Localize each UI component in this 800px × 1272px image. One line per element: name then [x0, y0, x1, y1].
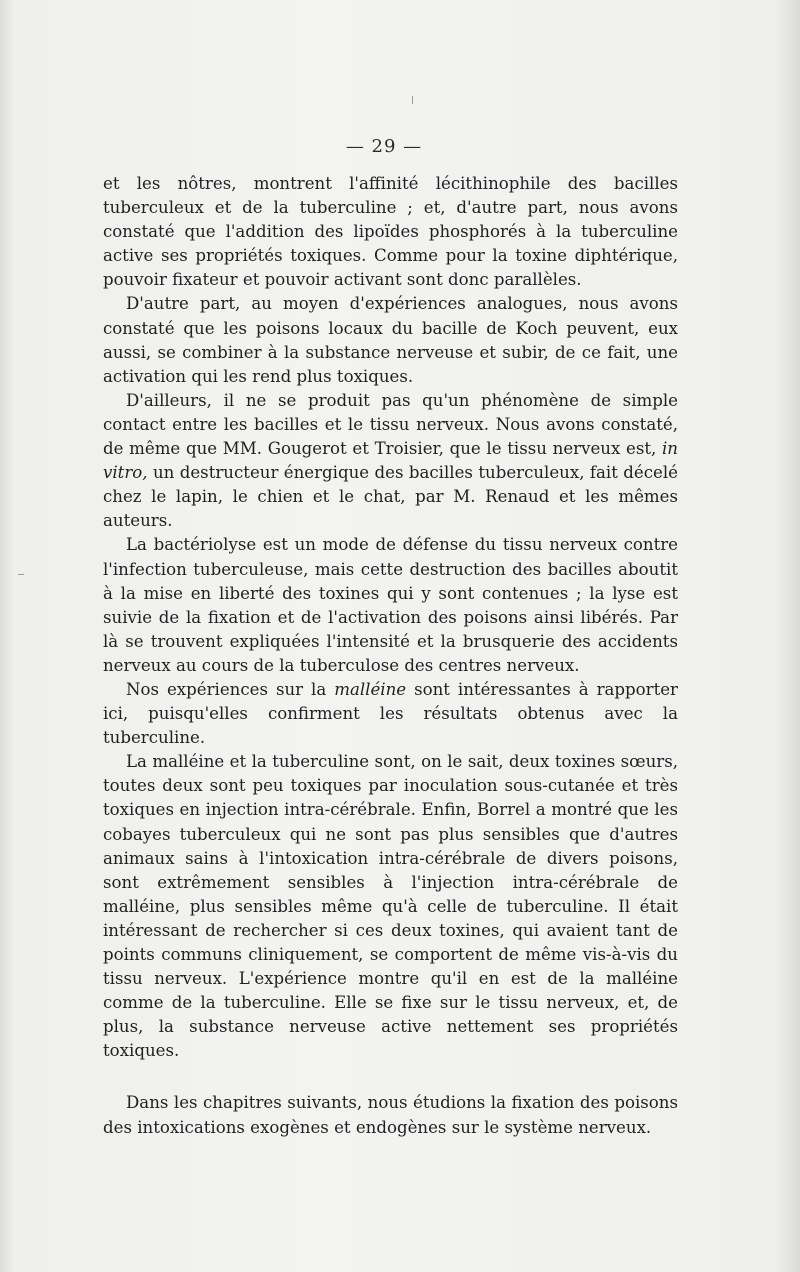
scan-artifact-mark: [412, 96, 413, 104]
paragraph-malleine-tuberculine: La malléine et la tuberculine sont, on le sait, deux toxines sœurs, toutes deux sont peu toxiques par inoculation sous-cutanée et très toxiques en injection intra-cérébrale. Enfin, Borrel a montré que les cobayes tuberculeux qui ne sont pas plus sensibles que d'autres animaux sains à l'intoxication intra-cérébrale de divers poisons, sont extrêmement sensibles à l'injection intra-cérébrale de malléine, plus sensibles même qu'à celle de tuberculine. Il était intéressant de rechercher si ces deux toxines, qui avaient tant de points communs cliniquement, se comportent de même vis-à-vis du tissu nerveux. L'expérience montre qu'il en est de la malléine comme de la tuberculine. Elle se fixe sur le tissu nerveux, et, de plus, la substance nerveuse active nettement ses propriétés toxiques.: [103, 752, 678, 1061]
paragraph-text: D'ailleurs, il ne se produit pas qu'un phénomène de simple contact entre les bacilles et le tissu nerveux. Nous avons constaté, de même que MM. Gougerot et Troisier, que le tissu nerveux est,: [103, 390, 678, 459]
emphasized-term: malléine: [334, 679, 407, 699]
margin-mark: [18, 574, 24, 575]
paragraph-text: sont intéressantes à rapporter ici, puisqu'elles confirment les résultats obtenus avec la tuberculine.: [103, 679, 678, 748]
body-text: [103, 172, 678, 1140]
paragraph-malleine-experiments: [103, 678, 678, 750]
paragraph-bacteriolysis: La bactériolyse est un mode de défense du tissu nerveux contre l'infection tuberculeuse, mais cette destruction des bacilles aboutit à la mise en liberté des toxines qui y sont contenues ; la lyse est suivie de la fixation et de l'activation des poisons ainsi libérés. Par là se trouvent expliquées l'intensité et la brusquerie des accidents nerveux au cours de la tuberculose des centres nerveux.: [103, 535, 678, 675]
paragraph-continuation: et les nôtres, montrent l'affinité lécithinophile des bacilles tuberculeux et de la tuberculine ; et, d'autre part, nous avons constaté que l'addition des lipoïdes phosphorés à la tuberculine active ses propriétés toxiques. Comme pour la toxine diphtérique, pouvoir fixateur et pouvoir activant sont donc parallèles.: [103, 174, 678, 290]
paragraph-text: un destructeur énergique des bacilles tuberculeux, fait décelé chez le lapin, le chien et le chat, par M. Renaud et les mêmes auteurs.: [103, 463, 678, 531]
latin-term: in vitro,: [103, 439, 678, 483]
paragraph-text: Nos expériences sur la: [126, 679, 327, 699]
paragraph-following-chapters: Dans les chapitres suivants, nous étudions la fixation des poisons des intoxications exogènes et endogènes sur le système nerveux.: [103, 1093, 678, 1137]
paragraph-local-poisons: D'autre part, au moyen d'expériences analogues, nous avons constaté que les poisons locaux du bacille de Koch peuvent, eux aussi, se combiner à la substance nerveuse et subir, de ce fait, une activation qui les rend plus toxiques.: [103, 294, 678, 386]
page-number: — 29 —: [345, 136, 423, 157]
paragraph-nerve-tissue-contact: [103, 389, 678, 534]
